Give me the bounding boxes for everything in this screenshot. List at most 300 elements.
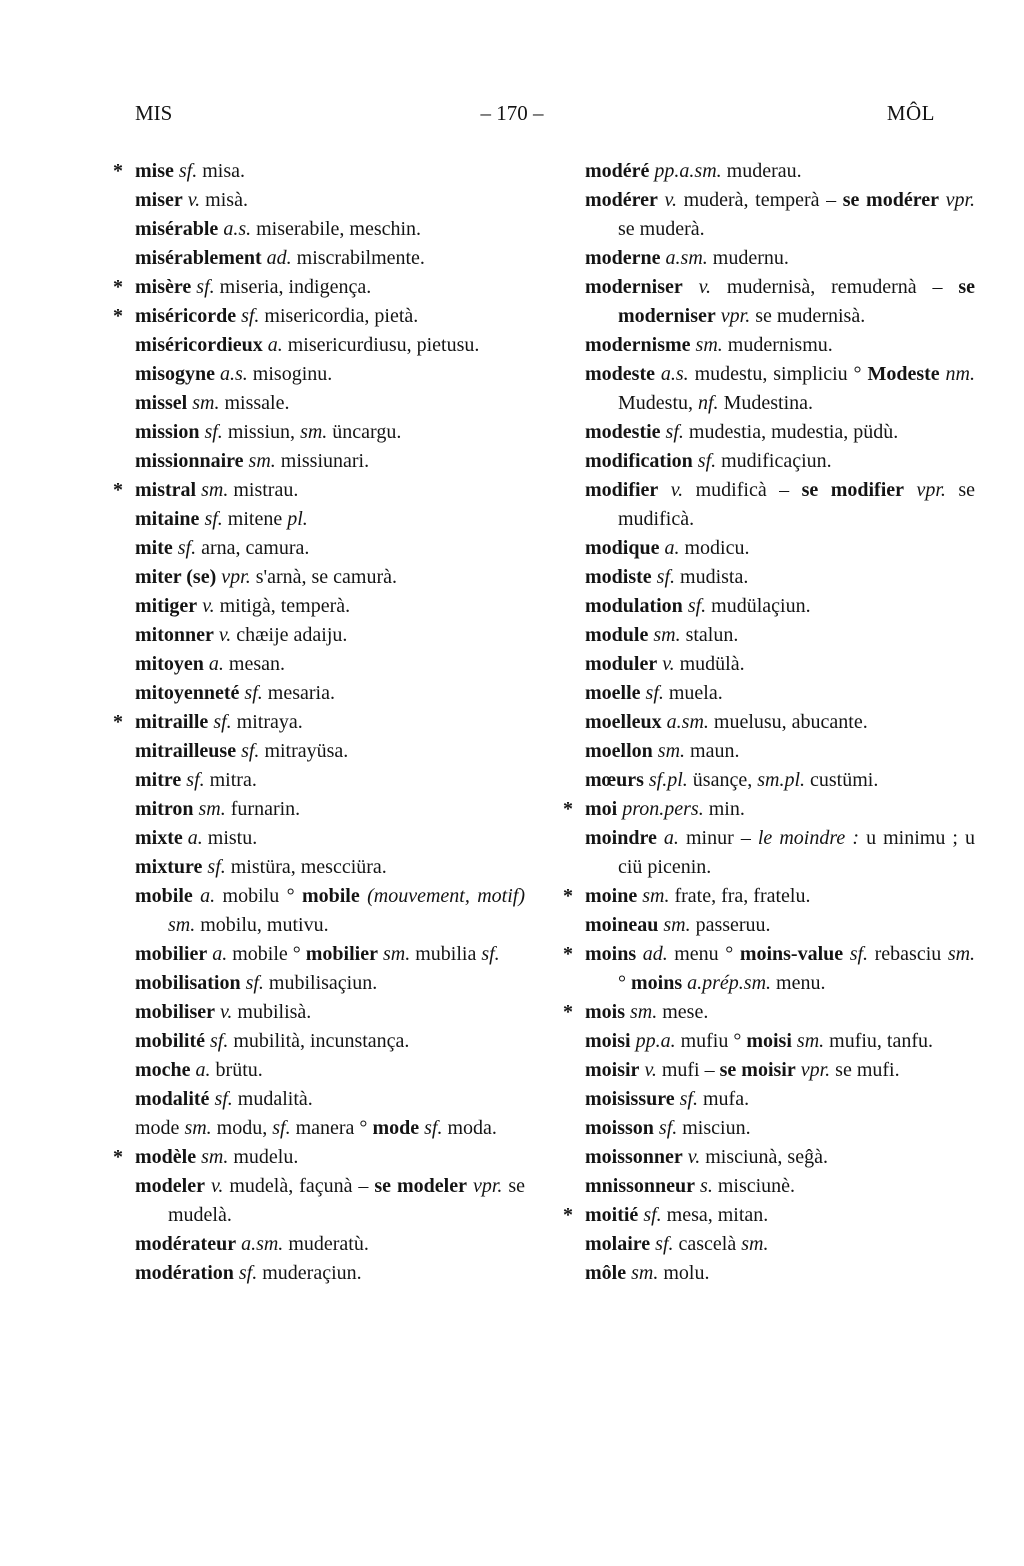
entry-moisissure — [585, 1085, 975, 1114]
headword: mixte — [135, 827, 183, 849]
grammar-label: a. — [200, 885, 216, 907]
translation-text: modu, — [216, 1117, 268, 1139]
translation-text: mobilier — [305, 943, 378, 965]
grammar-label: v. — [220, 1001, 233, 1023]
translation-text: mobile ° — [232, 943, 301, 965]
grammar-label: a. — [663, 827, 679, 849]
translation-text: Mudestu, — [618, 392, 693, 414]
headword: miséricordieux — [135, 334, 263, 356]
headword: mobilité — [135, 1030, 205, 1052]
headword: mitraille — [135, 711, 209, 733]
translation-text: passeruu. — [695, 914, 771, 936]
entry-moduler — [585, 650, 975, 679]
grammar-label: sm. — [201, 1146, 229, 1168]
translation-text: mudestu, simpliciu ° — [694, 363, 862, 385]
translation-text: misericurdiusu, pietusu. — [287, 334, 480, 356]
entry-mitraille — [113, 708, 525, 737]
translation-text: se mudificà. — [618, 479, 976, 530]
headword: modulation — [585, 595, 683, 617]
entry-moche — [135, 1056, 525, 1085]
translation-text: mobile — [301, 885, 360, 907]
translation-text: mubilia — [415, 943, 477, 965]
translation-text: manera ° — [295, 1117, 368, 1139]
grammar-label: s. — [700, 1175, 713, 1197]
headword: mistral — [135, 479, 197, 501]
entry-moderateur — [135, 1230, 525, 1259]
headword: moitié — [585, 1204, 639, 1226]
entry-mission — [135, 418, 525, 447]
entry-modulation — [585, 592, 975, 621]
grammar-label: (mouvement, motif) sm. — [168, 885, 525, 936]
translation-text: mubilisà. — [237, 1001, 312, 1023]
grammar-label: v. — [210, 1175, 224, 1197]
entry-mise — [113, 157, 525, 186]
headword: modestie — [585, 421, 661, 443]
translation-text: maun. — [690, 740, 740, 762]
star-marker: * — [113, 276, 123, 298]
grammar-label: v. — [662, 653, 675, 675]
headword: modérer — [585, 189, 658, 211]
translation-text: missiunari. — [280, 450, 370, 472]
page-header — [0, 101, 1024, 129]
grammar-label: sm. — [192, 392, 220, 414]
headword: mobilier — [135, 943, 208, 965]
entry-modele — [113, 1143, 525, 1172]
headword: mise — [135, 160, 174, 182]
translation-text: misciun. — [682, 1117, 751, 1139]
grammar-label: a. — [664, 537, 680, 559]
star-marker: * — [563, 1001, 573, 1023]
translation-text: moisi — [746, 1030, 792, 1052]
headword: mitron — [135, 798, 194, 820]
entry-moins — [563, 940, 976, 998]
translation-text: mubilisaçiun. — [268, 972, 378, 994]
grammar-label: sm. — [947, 943, 976, 965]
entry-mobiliser — [135, 998, 525, 1027]
translation-text: cascelà — [678, 1233, 737, 1255]
entry-mode — [135, 1114, 525, 1143]
translation-text: modicu. — [684, 537, 750, 559]
headword: modique — [585, 537, 660, 559]
star-marker: * — [563, 885, 573, 907]
entry-mitre — [135, 766, 525, 795]
grammar-label: sm. — [653, 624, 681, 646]
grammar-label: a.sm. — [241, 1233, 284, 1255]
grammar-label: sm. — [201, 479, 229, 501]
grammar-label: sf. — [679, 1088, 698, 1110]
translation-text: chæije adaiju. — [236, 624, 348, 646]
grammar-label: ad. — [642, 943, 668, 965]
translation-text: mudificaçiun. — [721, 450, 832, 472]
entry-mitrailleuse — [135, 737, 525, 766]
star-marker: * — [113, 479, 123, 501]
translation-text: miseria, indigença. — [219, 276, 372, 298]
grammar-label: vpr. — [221, 566, 251, 588]
grammar-label: sf.pl. — [648, 769, 688, 791]
headword: modalité — [135, 1088, 210, 1110]
entry-modifier — [585, 476, 975, 534]
grammar-label: sf. — [658, 1117, 678, 1139]
grammar-label: sf. — [186, 769, 205, 791]
translation-text: mistüra, mescciüra. — [230, 856, 387, 878]
translation-text: mudestia, mudestia, püdù. — [688, 421, 899, 443]
translation-text: mudernu. — [712, 247, 789, 269]
translation-text: misericordia, pietà. — [264, 305, 419, 327]
headword: misère — [135, 276, 192, 298]
translation-text: misciunà, seĝà. — [705, 1146, 828, 1168]
headword: moderne — [585, 247, 661, 269]
entry-mitaine — [135, 505, 525, 534]
grammar-label: a. — [212, 943, 228, 965]
grammar-label: a.sm. — [665, 247, 708, 269]
grammar-label: a.s. — [660, 363, 689, 385]
grammar-label: a. — [187, 827, 203, 849]
translation-text: ° — [618, 972, 626, 994]
star-marker: * — [113, 160, 123, 182]
entry-mitiger — [135, 592, 525, 621]
headword: mœurs — [585, 769, 644, 791]
translation-text: mitrayüsa. — [264, 740, 349, 762]
translation-text: brütu. — [215, 1059, 263, 1081]
entry-moellon — [585, 737, 975, 766]
translation-text: arna, camura. — [201, 537, 310, 559]
headword: module — [585, 624, 649, 646]
translation-text: mudülà. — [679, 653, 745, 675]
left-column — [113, 157, 526, 1288]
grammar-label: vpr. — [916, 479, 946, 501]
entry-moderer — [585, 186, 975, 244]
grammar-label: sf. — [665, 421, 684, 443]
translation-text: mese. — [662, 1001, 709, 1023]
headword: mite — [135, 537, 173, 559]
grammar-label: sm.pl. — [757, 769, 806, 791]
entry-mobilite — [135, 1027, 525, 1056]
grammar-label: sf. — [238, 1262, 258, 1284]
headword: mobiliser — [135, 1001, 215, 1023]
grammar-label: sm. — [630, 1001, 658, 1023]
headword: moisissure — [585, 1088, 675, 1110]
entry-mobile — [135, 882, 525, 940]
grammar-label: pp.a.sm. — [654, 160, 722, 182]
headword: mitrailleuse — [135, 740, 237, 762]
entry-molaire — [585, 1230, 975, 1259]
translation-text: mesaria. — [267, 682, 335, 704]
grammar-label: v. — [698, 276, 712, 298]
headword: molaire — [585, 1233, 651, 1255]
headword: moche — [135, 1059, 191, 1081]
star-marker: * — [563, 943, 573, 965]
entry-moelle — [585, 679, 975, 708]
grammar-label: sm. — [631, 1262, 659, 1284]
grammar-label: nm. — [945, 363, 975, 385]
translation-text: mubilità, incunstança. — [233, 1030, 410, 1052]
grammar-label: a. — [208, 653, 224, 675]
translation-text: missiun, — [227, 421, 296, 443]
translation-text: se mudelà. — [168, 1175, 526, 1226]
entry-modestie — [585, 418, 975, 447]
entry-mobilier — [135, 940, 525, 969]
entry-moine — [563, 882, 975, 911]
grammar-label: sf. — [424, 1117, 443, 1139]
guideword-right: MÔL — [886, 101, 935, 125]
translation-text: furnarin. — [230, 798, 301, 820]
headword: modiste — [585, 566, 652, 588]
page-number: – 170 – — [480, 101, 544, 125]
headword: mitonner — [135, 624, 214, 646]
entry-mitonner — [135, 621, 525, 650]
translation-text: se modeler — [374, 1175, 467, 1197]
headword: mnissonneur — [585, 1175, 696, 1197]
headword: modernisme — [585, 334, 691, 356]
entry-moisi — [585, 1027, 975, 1056]
headword: mobilisation — [135, 972, 241, 994]
grammar-label: sf. — [178, 160, 198, 182]
headword: moissonner — [585, 1146, 683, 1168]
headword: missionnaire — [135, 450, 244, 472]
headword: moisson — [585, 1117, 654, 1139]
grammar-label: v. — [644, 1059, 657, 1081]
entry-moeurs — [585, 766, 975, 795]
translation-text: mudernismu. — [727, 334, 833, 356]
translation-text: min. — [708, 798, 745, 820]
grammar-label: sm. — [657, 740, 686, 762]
entry-miser — [135, 186, 525, 215]
grammar-label: sm. — [300, 421, 328, 443]
entry-module — [585, 621, 975, 650]
grammar-label: sm. — [695, 334, 723, 356]
grammar-label: sf. — [204, 421, 223, 443]
translation-text: üsançe, — [692, 769, 753, 791]
grammar-label: nf. — [698, 392, 719, 414]
translation-text: se modifier — [801, 479, 905, 501]
headword: misérablement — [135, 247, 262, 269]
grammar-label: sm. — [248, 450, 276, 472]
entry-mite — [135, 534, 525, 563]
grammar-label: sf. — [214, 1088, 233, 1110]
translation-text: misa. — [202, 160, 246, 182]
headword: mitoyen — [135, 653, 204, 675]
headword: moins — [585, 943, 637, 965]
grammar-label: a.s. — [220, 363, 248, 385]
translation-text: mesan. — [228, 653, 285, 675]
translation-text: mitraya. — [236, 711, 303, 733]
entry-moissonner — [585, 1143, 975, 1172]
headword: mois — [585, 1001, 625, 1023]
translation-text: se modérer — [842, 189, 939, 211]
entry-miter-se — [135, 563, 525, 592]
translation-text: miscrabilmente. — [296, 247, 425, 269]
grammar-label: sm. — [796, 1030, 825, 1052]
translation-text: muderaçiun. — [262, 1262, 362, 1284]
entry-moderne — [585, 244, 975, 273]
entry-mixte — [135, 824, 525, 853]
translation-text: menu. — [776, 972, 826, 994]
entry-modalite — [135, 1085, 525, 1114]
translation-text: muelusu, abucante. — [713, 711, 868, 733]
translation-text: mudernisà, remudernà – — [726, 276, 943, 298]
grammar-label: sm. — [741, 1233, 769, 1255]
translation-text: mitene — [227, 508, 283, 530]
grammar-label: sf. — [207, 856, 226, 878]
translation-text: Modeste — [867, 363, 940, 385]
grammar-label: sf. — [643, 1204, 662, 1226]
entry-miserable — [135, 215, 525, 244]
grammar-label: sf. — [849, 943, 869, 965]
translation-text: mufiu, tanfu. — [829, 1030, 934, 1052]
translation-text: mesa, mitan. — [666, 1204, 769, 1226]
translation-text: Mudestina. — [723, 392, 813, 414]
headword: moisi — [585, 1030, 631, 1052]
translation-text: muderau. — [726, 160, 802, 182]
grammar-label: sf. — [210, 1030, 229, 1052]
grammar-label: a. — [195, 1059, 211, 1081]
entry-modere — [585, 157, 975, 186]
translation-text: mobilu, mutivu. — [200, 914, 329, 936]
headword: moindre — [585, 827, 657, 849]
grammar-label: a.sm. — [666, 711, 709, 733]
entry-modique — [585, 534, 975, 563]
entry-modification — [585, 447, 975, 476]
grammar-label: a. — [267, 334, 283, 356]
grammar-label: v. — [187, 189, 201, 211]
headword: mixture — [135, 856, 203, 878]
guideword-left: MIS — [135, 101, 173, 125]
grammar-label: le moindre : — [757, 827, 859, 849]
entry-missionnaire — [135, 447, 525, 476]
translation-text: missale. — [224, 392, 290, 414]
entry-moitie — [563, 1201, 975, 1230]
translation-text: stalun. — [685, 624, 739, 646]
grammar-label: a.prép.sm. — [687, 972, 772, 994]
headword: modifier — [585, 479, 659, 501]
entry-misericordieux — [135, 331, 525, 360]
translation-text: minur – — [685, 827, 751, 849]
grammar-label: sm. — [184, 1117, 212, 1139]
grammar-label: sf. — [241, 305, 260, 327]
translation-text: muderatù. — [288, 1233, 369, 1255]
translation-text: mistrau. — [233, 479, 299, 501]
translation-text: frate, fra, fratelu. — [674, 885, 811, 907]
headword: miter (se) — [135, 566, 217, 588]
entry-misere — [113, 273, 525, 302]
entry-mois — [563, 998, 975, 1027]
entry-moderation — [135, 1259, 525, 1288]
translation-text: misciunè. — [717, 1175, 796, 1197]
grammar-label: sf. — [204, 508, 223, 530]
grammar-label: sf. — [656, 566, 676, 588]
entry-mitron — [135, 795, 525, 824]
headword: moellon — [585, 740, 653, 762]
grammar-label: v. — [202, 595, 215, 617]
translation-text: mudificà – — [695, 479, 790, 501]
headword: moisir — [585, 1059, 640, 1081]
entry-modernisme — [585, 331, 975, 360]
translation-text: se mudernisà. — [755, 305, 866, 327]
translation-text: mistu. — [207, 827, 258, 849]
headword: mobile — [135, 885, 193, 907]
translation-text: moda. — [447, 1117, 497, 1139]
headword: modeler — [135, 1175, 205, 1197]
grammar-label: v. — [687, 1146, 701, 1168]
grammar-label: pron.pers. — [622, 798, 704, 820]
translation-text: mudista. — [680, 566, 749, 588]
headword: moduler — [585, 653, 658, 675]
translation-text: mudalità. — [237, 1088, 313, 1110]
entry-mitoyen — [135, 650, 525, 679]
grammar-label: a.s. — [223, 218, 252, 240]
headword: misérable — [135, 218, 219, 240]
grammar-label: sm. — [198, 798, 226, 820]
entry-misogyne — [135, 360, 525, 389]
headword: môle — [585, 1262, 627, 1284]
headword: moderniser — [585, 276, 683, 298]
entry-missel — [135, 389, 525, 418]
grammar-label: sf. — [687, 595, 707, 617]
grammar-label: sf. — [272, 1117, 291, 1139]
translation-text: molu. — [663, 1262, 710, 1284]
entry-mnissonneur — [585, 1172, 975, 1201]
grammar-label: vpr. — [720, 305, 751, 327]
entry-moelleux — [585, 708, 975, 737]
translation-text: mufi – — [661, 1059, 715, 1081]
grammar-label: sf. — [245, 972, 264, 994]
headword: modification — [585, 450, 693, 472]
entry-moisson — [585, 1114, 975, 1143]
dictionary-columns — [113, 157, 976, 1288]
translation-text: üncargu. — [332, 421, 402, 443]
translation-text: mudülaçiun. — [711, 595, 811, 617]
entry-moi — [563, 795, 975, 824]
right-column — [563, 157, 976, 1288]
grammar-label: vpr. — [472, 1175, 503, 1197]
translation-text: mufiu ° — [680, 1030, 742, 1052]
headword: miser — [135, 189, 183, 211]
grammar-label: v. — [670, 479, 684, 501]
translation-text: mitigà, temperà. — [219, 595, 351, 617]
headword: modèle — [135, 1146, 197, 1168]
translation-text: u minimu ; u ciü picenin. — [618, 827, 976, 878]
grammar-label: sf. — [645, 682, 664, 704]
entry-modiste — [585, 563, 975, 592]
entry-moindre — [585, 824, 975, 882]
translation-text: misà. — [205, 189, 248, 211]
grammar-label: sf. — [177, 537, 197, 559]
headword: modérateur — [135, 1233, 237, 1255]
grammar-label: sf. — [481, 943, 500, 965]
headword: modération — [135, 1262, 234, 1284]
grammar-label: sm. — [382, 943, 411, 965]
translation-text: muderà, temperà – — [683, 189, 837, 211]
translation-text: se mufi. — [835, 1059, 900, 1081]
headword: moi — [585, 798, 618, 820]
entry-mitoyennete — [135, 679, 525, 708]
translation-text: muela. — [668, 682, 723, 704]
grammar-label: pp.a. — [635, 1030, 676, 1052]
headword: mitre — [135, 769, 182, 791]
headword: mitoyenneté — [135, 682, 240, 704]
entry-miserablement — [135, 244, 525, 273]
headword: mode — [135, 1117, 180, 1139]
headword: modéré — [585, 160, 650, 182]
translation-text: mudelà, façunà – — [229, 1175, 369, 1197]
entry-moisir — [585, 1056, 975, 1085]
entry-modeste — [585, 360, 975, 418]
grammar-label: ad. — [266, 247, 292, 269]
entry-misericorde — [113, 302, 525, 331]
headword: misogyne — [135, 363, 215, 385]
entry-mixture — [135, 853, 525, 882]
grammar-label: vpr. — [800, 1059, 831, 1081]
